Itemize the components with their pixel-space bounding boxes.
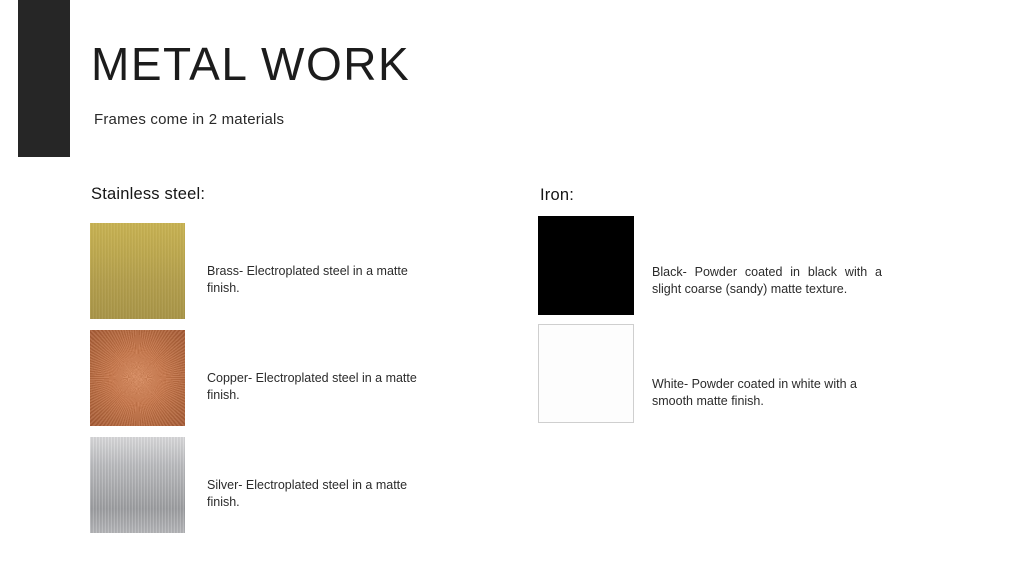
column-heading-stainless-steel: Stainless steel:	[91, 185, 206, 203]
material-description-black: Black- Powder coated in black with a slight coarse (sandy) matte texture.	[652, 265, 882, 296]
swatch-brass	[90, 223, 185, 319]
swatch-white	[538, 324, 634, 423]
material-description-silver: Silver- Electroplated steel in a matte finish.	[207, 478, 408, 509]
material-row-black	[538, 216, 882, 315]
material-row-silver	[90, 437, 422, 533]
page-subtitle: Frames come in 2 materials	[94, 111, 285, 128]
swatch-copper	[90, 330, 185, 426]
swatch-silver	[90, 437, 185, 533]
material-description-white: White- Powder coated in white with a smooth matte finish.	[652, 377, 857, 408]
material-row-brass	[90, 223, 422, 319]
material-description-copper: Copper- Electroplated steel in a matte finish.	[207, 371, 417, 402]
page-title: METAL WORK	[91, 38, 411, 90]
material-row-copper	[90, 330, 422, 426]
swatch-black	[538, 216, 634, 315]
column-heading-iron: Iron:	[540, 186, 575, 204]
material-row-white	[538, 324, 882, 423]
accent-bar	[18, 0, 70, 157]
material-description-brass: Brass- Electroplated steel in a matte finish.	[207, 264, 408, 295]
